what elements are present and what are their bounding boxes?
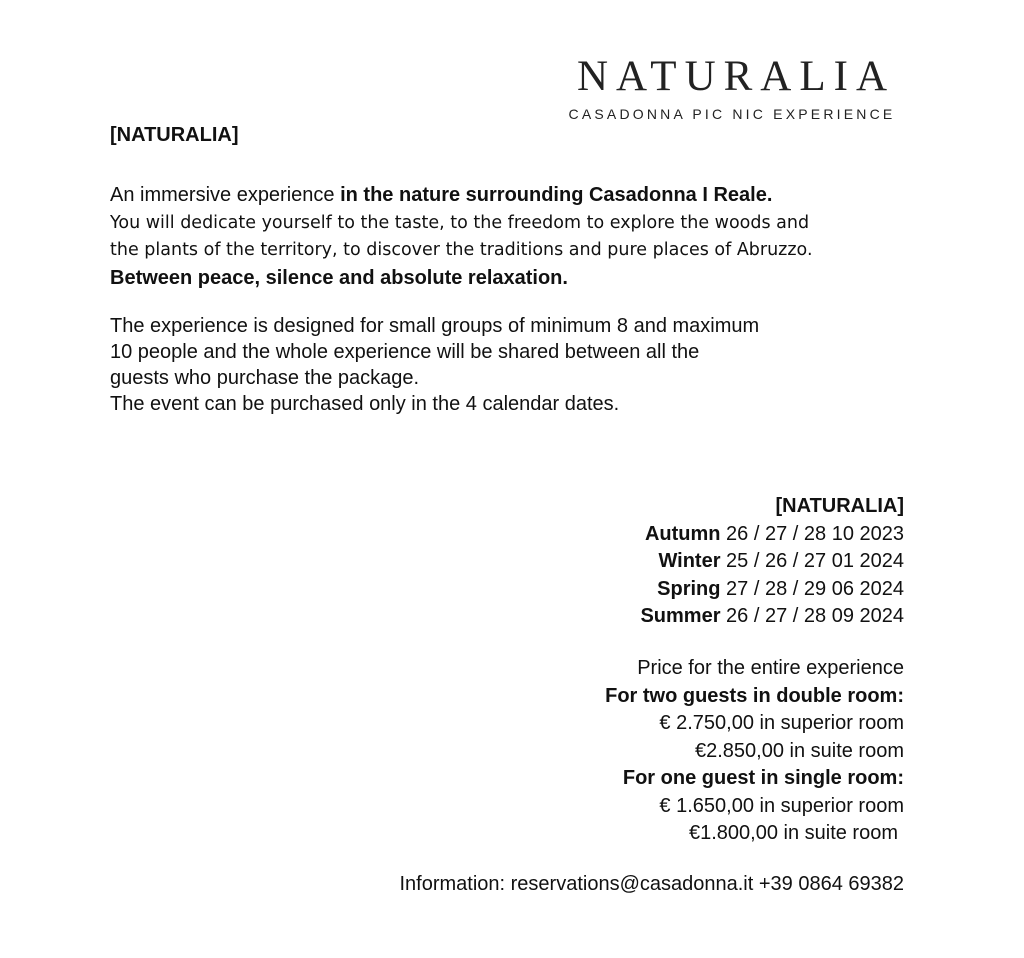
- season-label: Winter: [658, 550, 721, 572]
- details-line-4: The event can be purchased only in the 4 calendar dates.: [110, 393, 620, 415]
- price-double-suite: €2.850,00 in suite room: [694, 739, 904, 762]
- price-intro: Price for the entire experience: [637, 657, 904, 679]
- logo-subtitle: CASADONNA PIC NIC EXPERIENCE: [568, 106, 896, 122]
- season-label: Autumn: [644, 522, 721, 545]
- season-dates: 26 / 27 / 28 10 2023: [720, 522, 904, 545]
- intro-line-4-bold: Between peace, silence and absolute relaxation.: [110, 267, 568, 289]
- details-line-2: 10 people and the whole experience will be shared between all the: [110, 341, 700, 363]
- intro-line-1: [110, 181, 910, 210]
- price-double-heading: For two guests in double room:: [605, 684, 904, 707]
- price-block: [605, 655, 904, 848]
- intro-line-2: You will dedicate yourself to the taste, to the freedom to explore the woods and: [110, 213, 810, 233]
- intro-line-1-text: An immersive experience: [110, 184, 341, 206]
- season-dates: 27 / 28 / 29 06 2024: [720, 577, 904, 600]
- date-row-spring: [640, 576, 904, 604]
- dates-title: [NATURALIA]: [775, 495, 904, 517]
- season-dates: 26 / 27 / 28 09 2024: [720, 605, 904, 627]
- naturalia-logo: [560, 52, 904, 124]
- details-line-3: guests who purchase the package.: [110, 367, 420, 389]
- details-paragraph: [110, 313, 910, 417]
- logo-title: NATURALIA: [576, 53, 896, 100]
- season-label: Spring: [657, 577, 721, 600]
- date-row-summer: [640, 603, 904, 631]
- intro-line-4: [110, 264, 910, 293]
- date-row-winter: [640, 548, 904, 576]
- contact-information: Information: reservations@casadonna.it +39 0864 69382: [399, 873, 904, 895]
- price-single-suite: €1.800,00 in suite room: [688, 822, 898, 844]
- intro-line-3: the plants of the territory, to discover the traditions and pure places of Abruzzo.: [110, 240, 813, 260]
- details-line-1: The experience is designed for small groups of minimum 8 and maximum: [110, 315, 760, 337]
- dates-block: [640, 493, 904, 631]
- price-double-superior: € 2.750,00 in superior room: [659, 712, 904, 734]
- price-single-superior: € 1.650,00 in superior room: [659, 794, 904, 817]
- page-heading: [NATURALIA]: [110, 124, 239, 146]
- date-row-autumn: [640, 521, 904, 549]
- price-single-heading: For one guest in single room:: [622, 767, 904, 789]
- season-label: Summer: [640, 605, 721, 627]
- intro-paragraph: [110, 181, 910, 293]
- season-dates: 25 / 26 / 27 01 2024: [720, 550, 904, 572]
- intro-line-1-bold: in the nature surrounding Casadonna I Reale.: [340, 184, 773, 206]
